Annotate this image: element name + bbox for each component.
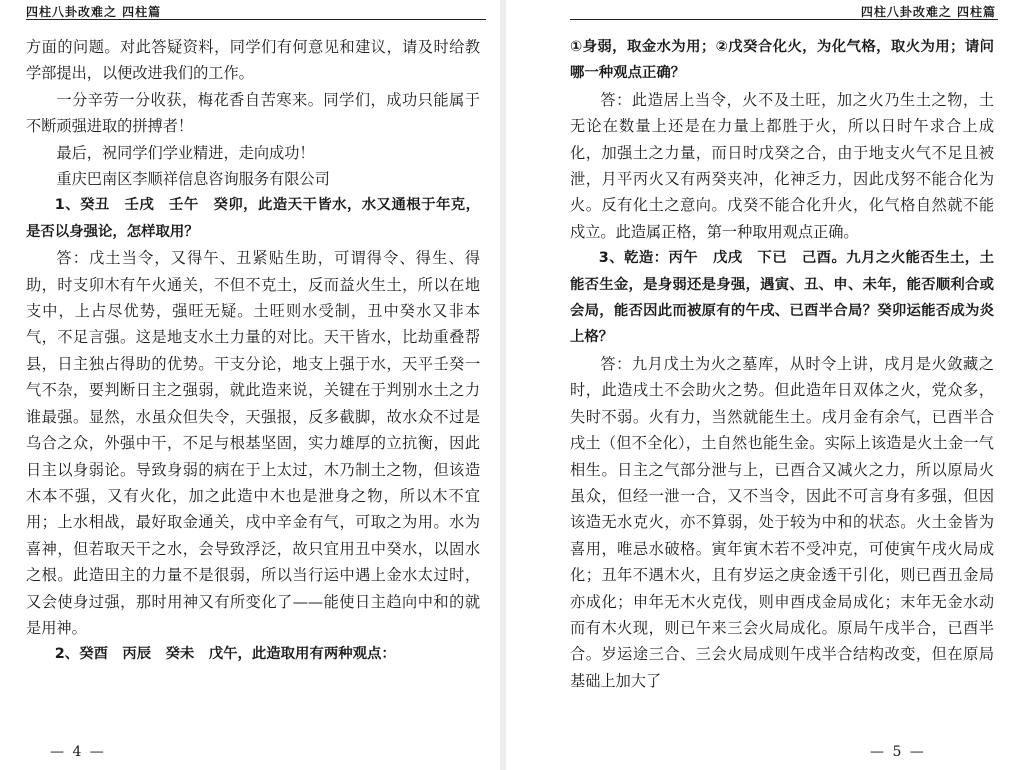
- running-head: 四柱八卦改难之 四柱篇: [26, 5, 162, 19]
- paragraph: 重庆巴南区李顺祥信息咨询服务有限公司: [56, 170, 330, 189]
- paragraph: 方面的问题。对此答疑资料，同学们有何意见和建议，请及时给教学部提出，以便改进我们的工作。: [26, 38, 480, 83]
- paragraph: 答：此造居上当令，火不及土旺，加之火乃生土之物，土无论在数量上还是在力量上都胜于火，所以日时午求合上成化，加强土之力量，而日时戊癸之合，由于地支火气不足且被泄，月平丙火又有两癸夹冲，化神乏力，因此戊努不能合化为火。反有化土之意向。戊癸不能合化升火，化气格自然就不能戍立。此造属正格，第一种取用观点正确。: [570, 90, 994, 241]
- paragraph: 最后，祝同学们学业精进，走向成功！: [56, 143, 315, 162]
- question-heading: 3、乾造：丙午 戊戌 下已 己酉。九月之火能否生土，土能否生金，是身弱还是身强，遇寅、丑、申、未年，能否顺利合或会局，能否因此而被原有的午戌、已酉半合局？癸卯运能否成为炎上格？: [570, 250, 994, 346]
- page-number: — 4 —: [50, 744, 106, 760]
- running-head: 四柱八卦改难之 四柱篇: [860, 5, 996, 19]
- header-rule: [570, 19, 998, 20]
- left-page: [0, 0, 500, 770]
- body-text: [26, 34, 480, 668]
- body-text: [570, 34, 994, 694]
- question-heading: 1、癸丑 壬戌 壬午 癸卯，此造天干皆水，水又通根于年克，是否以身强论，怎样取用？: [26, 197, 480, 240]
- paragraph: 答：九月戊土为火之墓库，从时令上讲，戌月是火敛藏之时，此造戌土不会助火之势。但此造年日双体之火，党众多，失时不弱。火有力，当然就能生土。戌月金有余气，已酉半合戌土（但不全化），土自然也能生金。实际上该造是火土金一气相生。日主之气部分泄与上，已酉合又减火之力，所以原局火虽众，但经一泄一合，又不当令，因此不可言身有多强，但因该造无水克火，亦不算弱，处于较为中和的状态。火土金皆为喜用，唯忌水破格。寅年寅木若不受冲克，可使寅午戌火局成化；丑年不遇木火，且有岁运之庚金透干引化，则已酉丑金局亦成化；申年无木火克伐，则申酉戌金局成化；末年无金水动而有木火现，则已午来三会火局成化。原局午戌半合，已酉半合。岁运途三合、三会火局成则午戌半合结构改变，但在原局基础上加大了: [570, 354, 994, 690]
- question-heading: ①身弱，取金水为用；②戊癸合化火，为化气格，取火为用；请问哪一种观点正确？: [570, 39, 994, 82]
- page-number: — 5 —: [870, 744, 926, 760]
- question-heading: 2、癸酉 丙辰 癸未 戊午，此造取用有两种观点：: [54, 646, 396, 663]
- paragraph: 答：戊土当令，又得午、丑紧贴生助，可谓得令、得生、得助，时支卯木有午火通关，不但不克土，反而益火生土，所以在地支中，上占尽优势，强旺无疑。土旺则水受制，丑中癸水又非本气，不足言强。这是地支水土力量的对比。天干皆水，比劫重叠帮县，日主独占得助的优势。干支分论，地支上强于水，天平壬癸一气不杂，要判断日主之强弱，就此造来说，关键在于判别水土之力谁最强。显然，水虽众但失令，天强报，反多截脚，故水众不过是乌合之众，外强中干，不足与根基坚固，实力雄厚的立抗衡，因此日主以身弱论。导致身弱的病在于上太过，木乃制土之物，但该造木本不强，又有火化，加之此造中木也是泄身之物，所以木不宜用；上水相战，最好取金通关，戌中辛金有气，可取之为用。水为喜神，但若取天干之水，会导致浮泛，故只宜用丑中癸水，以固水之根。此造田主的力量不是很弱，所以当行运中遇上金水太过时，又会使身过强，那时用神又有所变化了——能使日主趋向中和的就是用神。: [26, 249, 480, 637]
- header-rule: [26, 19, 486, 20]
- right-page: [506, 0, 1012, 770]
- paragraph: 一分辛劳一分收获，梅花香自苦寒来。同学们，成功只能属于不断顽强进取的拼搏者！: [26, 90, 480, 136]
